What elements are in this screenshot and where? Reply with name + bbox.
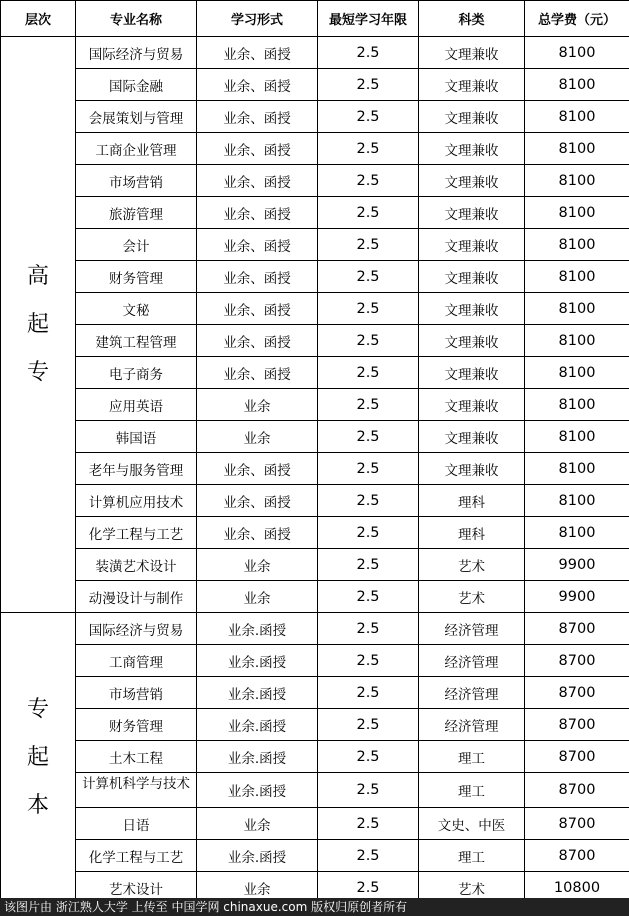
form-cell: 业余、函授 bbox=[197, 101, 318, 133]
major-cell: 文秘 bbox=[76, 293, 197, 325]
fee-cell: 8700 bbox=[525, 677, 629, 709]
level-char: 起 bbox=[26, 745, 49, 770]
category-cell: 文理兼收 bbox=[419, 421, 525, 453]
category-cell: 经济管理 bbox=[419, 709, 525, 741]
years-cell: 2.5 bbox=[318, 613, 419, 645]
fee-cell: 8100 bbox=[525, 69, 629, 101]
table-row bbox=[1, 37, 629, 69]
years-cell: 2.5 bbox=[318, 840, 419, 872]
fee-cell: 8700 bbox=[525, 741, 629, 773]
table-row bbox=[1, 581, 629, 613]
table-row bbox=[1, 709, 629, 741]
table-row bbox=[1, 101, 629, 133]
fee-cell: 8100 bbox=[525, 517, 629, 549]
form-cell: 业余、函授 bbox=[197, 229, 318, 261]
form-cell: 业余 bbox=[197, 872, 318, 904]
category-cell: 文理兼收 bbox=[419, 261, 525, 293]
table-row bbox=[1, 325, 629, 357]
major-cell: 化学工程与工艺 bbox=[76, 840, 197, 872]
years-cell: 2.5 bbox=[318, 229, 419, 261]
form-cell: 业余、函授 bbox=[197, 197, 318, 229]
years-cell: 2.5 bbox=[318, 645, 419, 677]
table-row bbox=[1, 165, 629, 197]
table-row bbox=[1, 741, 629, 773]
fee-cell: 8100 bbox=[525, 293, 629, 325]
level-char: 起 bbox=[26, 311, 49, 337]
category-cell: 理工 bbox=[419, 741, 525, 773]
major-cell: 老年与服务管理 bbox=[76, 453, 197, 485]
table-row bbox=[1, 549, 629, 581]
years-cell: 2.5 bbox=[318, 165, 419, 197]
category-cell: 经济管理 bbox=[419, 677, 525, 709]
header-level: 层次 bbox=[1, 1, 76, 37]
fee-cell: 9900 bbox=[525, 581, 629, 613]
table-row bbox=[1, 517, 629, 549]
form-cell: 业余、函授 bbox=[197, 517, 318, 549]
major-cell: 国际经济与贸易 bbox=[76, 613, 197, 645]
category-cell: 理科 bbox=[419, 517, 525, 549]
category-cell: 文理兼收 bbox=[419, 165, 525, 197]
years-cell: 2.5 bbox=[318, 261, 419, 293]
years-cell: 2.5 bbox=[318, 677, 419, 709]
fee-cell: 8100 bbox=[525, 229, 629, 261]
category-cell: 文理兼收 bbox=[419, 37, 525, 69]
category-cell: 文理兼收 bbox=[419, 293, 525, 325]
major-cell: 化学工程与工艺 bbox=[76, 517, 197, 549]
category-cell: 艺术 bbox=[419, 581, 525, 613]
years-cell: 2.5 bbox=[318, 293, 419, 325]
fee-cell: 8100 bbox=[525, 133, 629, 165]
fee-cell: 8100 bbox=[525, 389, 629, 421]
years-cell: 2.5 bbox=[318, 357, 419, 389]
table-row bbox=[1, 133, 629, 165]
major-cell: 国际经济与贸易 bbox=[76, 37, 197, 69]
form-cell: 业余、函授 bbox=[197, 485, 318, 517]
form-cell: 业余 bbox=[197, 389, 318, 421]
category-cell: 理工 bbox=[419, 773, 525, 808]
years-cell: 2.5 bbox=[318, 709, 419, 741]
major-cell: 工商管理 bbox=[76, 645, 197, 677]
major-cell: 会计 bbox=[76, 229, 197, 261]
fee-cell: 8100 bbox=[525, 485, 629, 517]
years-cell: 2.5 bbox=[318, 101, 419, 133]
category-cell: 艺术 bbox=[419, 872, 525, 904]
table-row bbox=[1, 453, 629, 485]
major-cell: 计算机科学与技术 bbox=[76, 773, 197, 808]
table-row bbox=[1, 229, 629, 261]
years-cell: 2.5 bbox=[318, 197, 419, 229]
form-cell: 业余.函授 bbox=[197, 677, 318, 709]
form-cell: 业余 bbox=[197, 421, 318, 453]
table-row bbox=[1, 293, 629, 325]
major-cell: 动漫设计与制作 bbox=[76, 581, 197, 613]
fee-cell: 8700 bbox=[525, 645, 629, 677]
major-cell: 建筑工程管理 bbox=[76, 325, 197, 357]
major-cell: 旅游管理 bbox=[76, 197, 197, 229]
years-cell: 2.5 bbox=[318, 872, 419, 904]
header-years: 最短学习年限 bbox=[318, 1, 419, 37]
form-cell: 业余 bbox=[197, 549, 318, 581]
major-cell: 财务管理 bbox=[76, 709, 197, 741]
table-row bbox=[1, 69, 629, 101]
level-char: 专 bbox=[26, 359, 49, 385]
years-cell: 2.5 bbox=[318, 741, 419, 773]
category-cell: 文理兼收 bbox=[419, 453, 525, 485]
major-cell: 韩国语 bbox=[76, 421, 197, 453]
fee-cell: 8100 bbox=[525, 325, 629, 357]
fee-cell: 8100 bbox=[525, 453, 629, 485]
form-cell: 业余、函授 bbox=[197, 133, 318, 165]
fee-cell: 9900 bbox=[525, 549, 629, 581]
level-char: 高 bbox=[26, 263, 49, 289]
category-cell: 文理兼收 bbox=[419, 69, 525, 101]
form-cell: 业余.函授 bbox=[197, 709, 318, 741]
category-cell: 文理兼收 bbox=[419, 101, 525, 133]
table-row bbox=[1, 389, 629, 421]
major-cell: 市场营销 bbox=[76, 677, 197, 709]
header-major: 专业名称 bbox=[76, 1, 197, 37]
form-cell: 业余、函授 bbox=[197, 325, 318, 357]
category-cell: 理科 bbox=[419, 485, 525, 517]
form-cell: 业余.函授 bbox=[197, 613, 318, 645]
level-cell bbox=[1, 37, 76, 613]
fee-cell: 8700 bbox=[525, 709, 629, 741]
years-cell: 2.5 bbox=[318, 389, 419, 421]
table-row bbox=[1, 773, 629, 808]
years-cell: 2.5 bbox=[318, 325, 419, 357]
category-cell: 文理兼收 bbox=[419, 133, 525, 165]
major-cell: 电子商务 bbox=[76, 357, 197, 389]
fee-cell: 8700 bbox=[525, 773, 629, 808]
form-cell: 业余、函授 bbox=[197, 261, 318, 293]
form-cell: 业余.函授 bbox=[197, 741, 318, 773]
table-row bbox=[1, 840, 629, 872]
fee-cell: 8100 bbox=[525, 101, 629, 133]
form-cell: 业余.函授 bbox=[197, 773, 318, 808]
category-cell: 文理兼收 bbox=[419, 229, 525, 261]
table-body bbox=[1, 37, 629, 904]
form-cell: 业余 bbox=[197, 581, 318, 613]
major-cell: 计算机应用技术 bbox=[76, 485, 197, 517]
table-row bbox=[1, 261, 629, 293]
category-cell: 文史、中医 bbox=[419, 808, 525, 840]
years-cell: 2.5 bbox=[318, 37, 419, 69]
form-cell: 业余.函授 bbox=[197, 645, 318, 677]
table-row bbox=[1, 677, 629, 709]
table-row bbox=[1, 357, 629, 389]
table-row bbox=[1, 613, 629, 645]
header-fee: 总学费（元） bbox=[525, 1, 629, 37]
level-char: 专 bbox=[26, 697, 49, 722]
header-form: 学习形式 bbox=[197, 1, 318, 37]
form-cell: 业余、函授 bbox=[197, 293, 318, 325]
years-cell: 2.5 bbox=[318, 517, 419, 549]
fee-cell: 8100 bbox=[525, 261, 629, 293]
form-cell: 业余、函授 bbox=[197, 37, 318, 69]
category-cell: 理工 bbox=[419, 840, 525, 872]
years-cell: 2.5 bbox=[318, 485, 419, 517]
major-cell: 应用英语 bbox=[76, 389, 197, 421]
category-cell: 文理兼收 bbox=[419, 357, 525, 389]
years-cell: 2.5 bbox=[318, 549, 419, 581]
years-cell: 2.5 bbox=[318, 581, 419, 613]
major-cell: 财务管理 bbox=[76, 261, 197, 293]
header-category: 科类 bbox=[419, 1, 525, 37]
fee-cell: 8100 bbox=[525, 421, 629, 453]
major-cell: 日语 bbox=[76, 808, 197, 840]
table-row bbox=[1, 808, 629, 840]
table-row bbox=[1, 645, 629, 677]
category-cell: 文理兼收 bbox=[419, 197, 525, 229]
form-cell: 业余、函授 bbox=[197, 69, 318, 101]
header-row bbox=[1, 1, 629, 37]
major-cell: 市场营销 bbox=[76, 165, 197, 197]
years-cell: 2.5 bbox=[318, 453, 419, 485]
table-row bbox=[1, 421, 629, 453]
years-cell: 2.5 bbox=[318, 421, 419, 453]
fee-cell: 8700 bbox=[525, 613, 629, 645]
form-cell: 业余 bbox=[197, 808, 318, 840]
fee-cell: 8100 bbox=[525, 357, 629, 389]
fee-cell: 8100 bbox=[525, 37, 629, 69]
form-cell: 业余、函授 bbox=[197, 165, 318, 197]
category-cell: 文理兼收 bbox=[419, 325, 525, 357]
fee-cell: 10800 bbox=[525, 872, 629, 904]
category-cell: 艺术 bbox=[419, 549, 525, 581]
major-cell: 装潢艺术设计 bbox=[76, 549, 197, 581]
fee-cell: 8700 bbox=[525, 840, 629, 872]
major-cell: 工商企业管理 bbox=[76, 133, 197, 165]
table-row bbox=[1, 197, 629, 229]
watermark-banner: 该图片由 浙江熟人大学 上传至 中国学网 chinaxue.com 版权归原创者所有 bbox=[0, 898, 629, 916]
years-cell: 2.5 bbox=[318, 69, 419, 101]
category-cell: 经济管理 bbox=[419, 613, 525, 645]
years-cell: 2.5 bbox=[318, 773, 419, 808]
major-cell: 土木工程 bbox=[76, 741, 197, 773]
fee-cell: 8700 bbox=[525, 808, 629, 840]
category-cell: 文理兼收 bbox=[419, 389, 525, 421]
fee-cell: 8100 bbox=[525, 197, 629, 229]
form-cell: 业余、函授 bbox=[197, 453, 318, 485]
major-cell: 艺术设计 bbox=[76, 872, 197, 904]
form-cell: 业余、函授 bbox=[197, 357, 318, 389]
years-cell: 2.5 bbox=[318, 133, 419, 165]
fee-cell: 8100 bbox=[525, 165, 629, 197]
level-cell bbox=[1, 613, 76, 904]
level-char: 本 bbox=[26, 793, 49, 818]
category-cell: 经济管理 bbox=[419, 645, 525, 677]
major-cell: 会展策划与管理 bbox=[76, 101, 197, 133]
form-cell: 业余.函授 bbox=[197, 840, 318, 872]
table-row bbox=[1, 485, 629, 517]
years-cell: 2.5 bbox=[318, 808, 419, 840]
major-cell: 国际金融 bbox=[76, 69, 197, 101]
